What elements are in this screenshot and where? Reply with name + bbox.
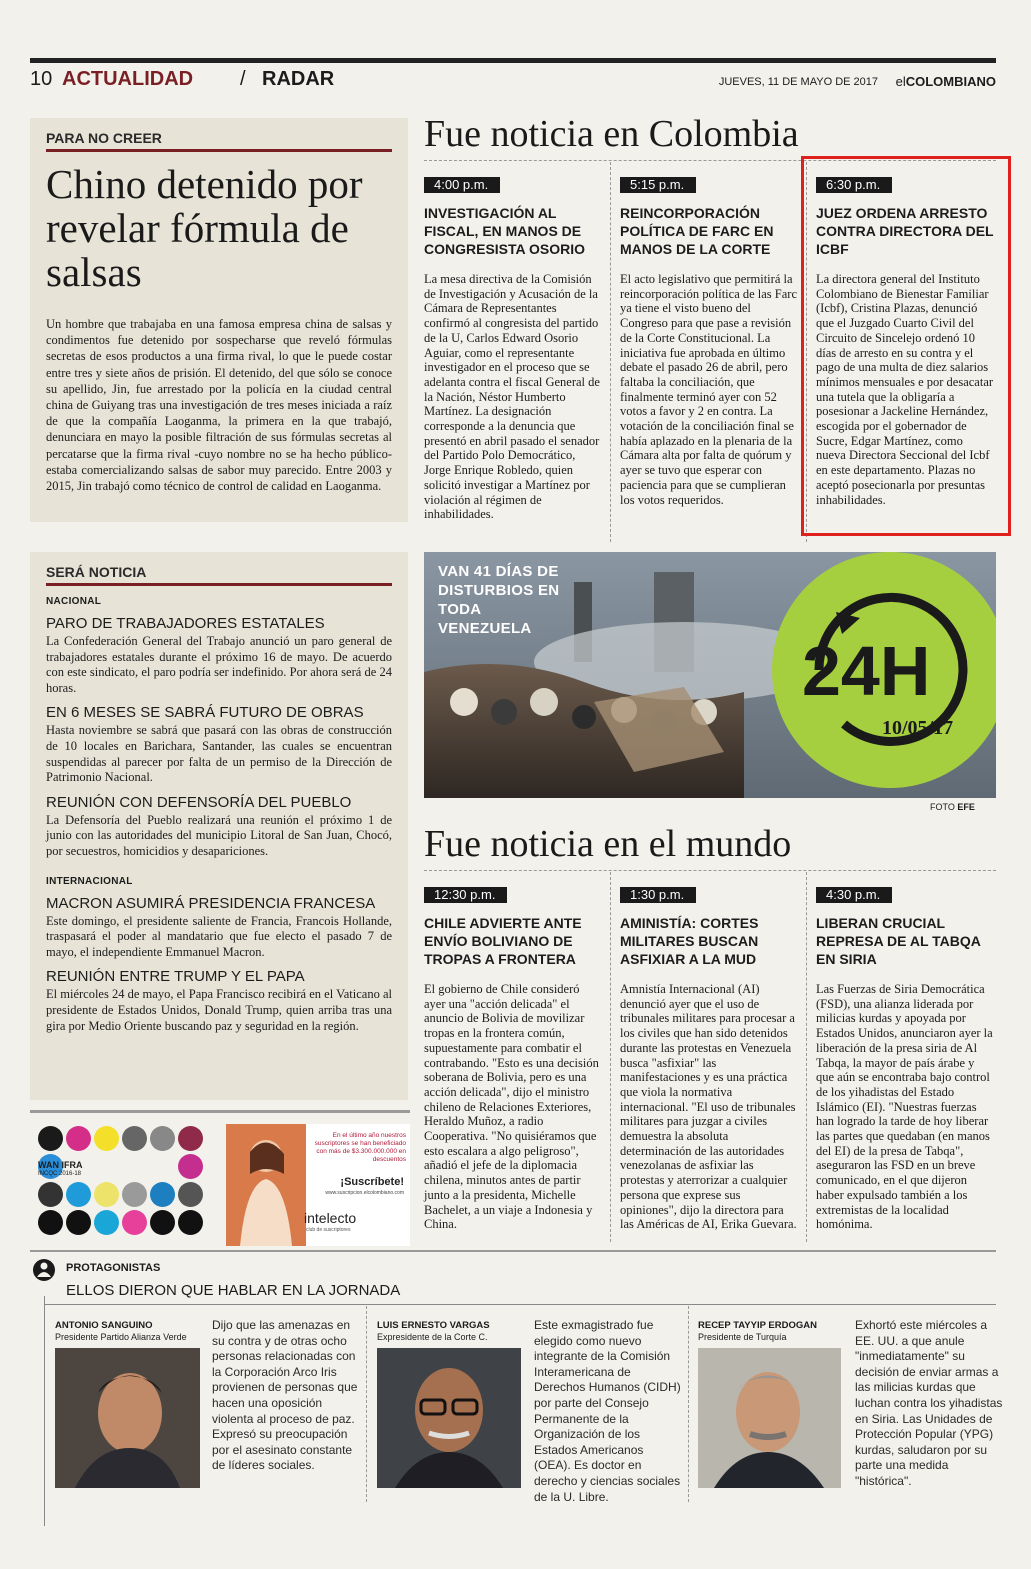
column-separator: [366, 1306, 367, 1502]
page-number: 10: [30, 68, 53, 90]
news-body: Amnistía Internacional (AI) denunció ayer que el uso de tribunales militares para procesar a los civiles que han sido detenidos durante las protestas en Venezuela busca "asfixiar" las manifestaciones y es una práctica que viola la normativa internacional. "El uso de tribunales militares para juzgar a civiles demuestra la absoluta determinación de las autoridades venezolanas de asfixiar las protestas y aterrorizar a cualquier persona que exprese sus opiniones", dijo la directora para las Américas de AI, Erika Guevara.: [620, 982, 797, 1232]
swatch: [122, 1182, 147, 1207]
newspaper-title: COLOMBIANO: [905, 74, 996, 89]
person-portrait: [55, 1348, 200, 1488]
portrait-illustration: [698, 1348, 841, 1488]
time-badge: 4:00 p.m.: [424, 177, 500, 193]
person-name: LUIS ERNESTO VARGAS: [377, 1320, 490, 1331]
sn-item-body: La Defensoría del Pueblo realizará una reunión el próximo 1 de junio con las autoridades del municipio Litoral de San Juan, Chocó, por secuestros, homicidios y desapariciones.: [46, 812, 392, 858]
swatch: [178, 1154, 203, 1179]
person-icon: [32, 1258, 56, 1282]
swatch: [66, 1210, 91, 1235]
swatch: [94, 1210, 119, 1235]
section-name: ACTUALIDAD: [62, 68, 194, 90]
news-body: La directora general del Instituto Colombiano de Bienestar Familiar (Icbf), Cristina Plazas, denunció que el Juzgado Cuarto Civil del Circuito de Sincelejo ordenó 10 días de arresto en su contra y el pago de una multa de diez salarios mínimos mensuales e por desacatar una tutela que la obligaría a posesionar a Jackeline Hernández, escogida por el gobernador de Sucre, Edgar Martínez, como nueva Directora Seccional del Icbf en este departamento. Plazas no aceptó posecionarla por presuntas inhabilidades.: [816, 272, 994, 507]
section-divider: [424, 870, 996, 871]
newspaper-name: [896, 74, 996, 89]
subsection-name: RADAR: [262, 68, 335, 90]
news-column: [620, 176, 798, 507]
ad-url: www.suscripcion.elcolombiano.com: [325, 1190, 404, 1196]
time-badge: 4:30 p.m.: [816, 887, 892, 903]
news-body: La mesa directiva de la Comisión de Investigación y Acusación de la Cámara de Representantes confirmó al congresista del partido de la U, Carlos Edward Osorio Aguiar, como el representante investigador en el proceso que se adelanta contra el fiscal General de la Nación, Néstor Humberto Martínez. La designación corresponde a la denuncia que presentó en abril pasado el senador del Partido Polo Democrático, Jorge Enrique Robledo, quien solicitó investigar a Martínez por violación al régimen de inhabilidades.: [424, 272, 600, 522]
top-rule: [30, 58, 996, 63]
time-badge: 1:30 p.m.: [620, 887, 696, 903]
person-text: Exhortó este miércoles a EE. UU. a que anule "inmediatamente" su decisión de enviar armas a las milicias kurdas que luchan contra los yihadistas en Siria. Las Unidades de Protección Popular (YPG) kurdas, saludaron por su parte una medida "histórica".: [855, 1318, 1003, 1488]
news-headline: REINCORPORACIÓN POLÍTICA DE FARC EN MANOS DE LA CORTE: [620, 205, 774, 257]
swatch: [38, 1210, 63, 1235]
swatch: [150, 1182, 175, 1207]
protagonistas-header: [30, 1258, 996, 1302]
news-body: El acto legislativo que permitirá la reincorporación política de las Farc ya tiene el visto bueno del Congreso para que pase a revisión de la Corte Constitucional. La iniciativa fue aprobada en último debate el pasado 26 de abril, pero faltaba la conciliación, que finalmente terminó ayer con 52 votos a favor y 2 en contra. La votación de la conciliación final se había aplazado en la plenaria de la Cámara alta por falta de quórum y ayer se tuvo que esperar con paciencia para que se cumplieran los votos requeridos.: [620, 272, 798, 507]
divider-rule: [30, 1110, 410, 1113]
kicker-rule: [46, 583, 392, 586]
sera-noticia-kicker: SERÁ NOTICIA: [46, 564, 147, 580]
time-badge: 5:15 p.m.: [620, 177, 696, 193]
internacional-label: INTERNACIONAL: [46, 875, 133, 887]
wan-ifra-logo: WAN IFRA: [38, 1160, 83, 1170]
swatch: [38, 1182, 63, 1207]
news-body: El gobierno de Chile consideró ayer una "acción delicada" el anuncio de Bolivia de movilizar tropas en la frontera común, supuestamente para combatir el contrabando. "Esto es una decisión soberana de Bolivia, pero es una acción delicada", dijo el ministro chileno de Relaciones Exteriores, Heraldo Muñoz, a radio Cooperativa. "No quisiéramos que esto escalara a algo peligroso", añadió el jefe de la diplomacia chilena, minutos antes de partir junto a la presidenta, Michelle Bachelet, a un viaje a Indonesia y China.: [424, 982, 599, 1232]
news-column: [424, 176, 602, 522]
portrait-illustration: [55, 1348, 200, 1488]
swatch: [178, 1126, 203, 1151]
ad-photo: [226, 1124, 306, 1246]
news-column: [620, 886, 798, 1232]
person-name: ANTONIO SANGUINO: [55, 1320, 153, 1331]
nacional-label: NACIONAL: [46, 596, 102, 607]
sn-item-title: MACRON ASUMIRÁ PRESIDENCIA FRANCESA: [46, 894, 376, 912]
sn-item-title: PARO DE TRABAJADORES ESTATALES: [46, 615, 325, 632]
wan-ifra-cert: INCQC 2016-18: [38, 1171, 82, 1177]
swatch: [94, 1126, 119, 1151]
sn-item-title: REUNIÓN ENTRE TRUMP Y EL PAPA: [46, 968, 305, 986]
sn-item-body: La Confederación General del Trabajo anunció un paro general de trabajadores estatales durante el próximo 16 de mayo. De acuerdo con este sindicato, el paro podría ser indefinido. Por ahora será de 24 horas.: [46, 634, 392, 695]
sera-noticia-box: [30, 552, 408, 1100]
sn-item-body: El miércoles 24 de mayo, el Papa Francisco recibirá en el Vaticano al presidente de Estados Unidos, Donald Trump, quien arriba tras una gira por Medio Oriente buscando paz y seguridad en la región.: [46, 987, 392, 1033]
badge-text: 24H: [802, 632, 931, 710]
badge-date: 10/05/17: [882, 717, 954, 739]
news-headline: JUEZ ORDENA ARRESTO CONTRA DIRECTORA DEL ICBF: [816, 205, 994, 257]
kicker-rule: [46, 149, 392, 152]
issue-date: JUEVES, 11 DE MAYO DE 2017: [718, 76, 878, 88]
ad-brand-sub: club de suscriptores: [306, 1227, 351, 1233]
column-separator: [610, 162, 611, 542]
para-no-creer-headline: Chino detenido por revelar fórmula de salsas: [46, 161, 363, 295]
protagonistas-title: ELLOS DIERON QUE HABLAR EN LA JORNADA: [66, 1282, 401, 1299]
page-folio: [30, 68, 996, 94]
person-portrait: [698, 1348, 841, 1488]
photo-caption: VAN 41 DÍAS DE DISTURBIOS EN TODA VENEZUELA: [438, 563, 560, 637]
protagonistas-rule: [44, 1296, 45, 1526]
time-badge: 12:30 p.m.: [424, 887, 507, 903]
swatch: [66, 1126, 91, 1151]
newspaper-prefix: el: [895, 74, 906, 89]
colombia-section-title: Fue noticia en Colombia: [424, 113, 799, 155]
swatch: [178, 1182, 203, 1207]
news-headline: INVESTIGACIÓN AL FISCAL, EN MANOS DE CONGRESISTA OSORIO: [424, 205, 586, 257]
swatch: [150, 1210, 175, 1235]
news-headline: CHILE ADVIERTE ANTE ENVÍO BOLIVIANO DE TROPAS A FRONTERA: [424, 915, 582, 967]
person-role: Expresidente de la Corte C.: [377, 1332, 488, 1342]
protagonistas-label: PROTAGONISTAS: [66, 1262, 161, 1274]
column-separator: [610, 872, 611, 1242]
sn-item-title: REUNIÓN CON DEFENSORÍA DEL PUEBLO: [46, 793, 352, 811]
column-separator: [806, 872, 807, 1242]
person-name: RECEP TAYYIP ERDOGAN: [698, 1320, 817, 1331]
person-text: Este exmagistrado fue elegido como nuevo integrante de la Comisión Interamericana de Derechos Humanos (CIDH) por parte del Consejo Permanente de la Organización de los Estados Americanos (OEA). Es doctor en derecho y ciencias sociales de la U. Libre.: [534, 1318, 681, 1504]
ad-brand: intelecto: [304, 1210, 357, 1226]
ad-text: En el último año nuestros suscriptores se han beneficiado con más de $3.300.000.000 en descuentos: [314, 1132, 406, 1163]
news-body: Las Fuerzas de Siria Democrática (FSD), una alianza liderada por milicias kurdas y apoyada por Estados Unidos, anunciaron ayer la liberación de la presa siria de Al Tabqa, la mayor de país árabe y que aún se encontraba bajo control de los yihadistas del Estado Islámico (EI). "Nuestras fuerzas han logrado la tarde de hoy liberar las partes que quedaban (en manos del EI) de la presa de Tabqa", aseguraron las FSD en un breve comunicado, en el que dijeron haber expulsado también a los extremistas de la localidad homónima.: [816, 982, 993, 1232]
highlight-box: [801, 156, 1011, 536]
credit-source: EFE: [957, 802, 975, 812]
photo-credit: [930, 802, 975, 812]
swatch: [150, 1126, 175, 1151]
news-column: [424, 886, 602, 1232]
subscribe-cta[interactable]: ¡Suscríbete!: [340, 1176, 404, 1188]
person-portrait: [377, 1348, 521, 1488]
swatch: [66, 1182, 91, 1207]
para-no-creer-body: Un hombre que trabajaba en una famosa empresa china de salsas y condimentos fue detenido por sospecharse que reveló fórmulas secretas de esos productos a una firma rival, lo que le puede costar entre tres y siete años de prisión. El detenido, del que sólo se conoce su apellido, Jin, fue arrestado por la policía en la ciudad central china de Guiyang tras una investigación de tres meses iniciada a raíz de que la compañía Laoganma, la primera en la que trabajó, denunciara en mayo la posible filtración de sus fórmulas secretas al percatarse que la firma rival -cuyo nombre no se ha hecho público- estaba comercializando salsas de sabor muy parecido. Entre 2003 y 2015, Jin trabajó como técnico de control de calidad en Laoganma.: [46, 317, 392, 494]
news-headline: AMINISTÍA: CORTES MILITARES BUSCAN ASFIXIAR A LA MUD: [620, 915, 759, 967]
news-column: [816, 886, 994, 1232]
sn-item-title: EN 6 MESES SE SABRÁ FUTURO DE OBRAS: [46, 704, 364, 722]
credit-label: FOTO: [930, 802, 955, 812]
swatch: [178, 1210, 203, 1235]
column-separator: [688, 1306, 689, 1502]
swatch: [38, 1126, 63, 1151]
sn-item-body: Este domingo, el presidente saliente de Francia, Francois Hollande, traspasará el poder al mandatario que fue electo el pasado 7 de mayo, el independiente Emmanuel Macron.: [46, 913, 392, 959]
person-role: Presidente de Turquía: [698, 1332, 787, 1342]
protest-photo: [424, 552, 996, 798]
portrait-illustration: [377, 1348, 521, 1488]
time-badge: 6:30 p.m.: [816, 177, 892, 193]
swatch: [122, 1126, 147, 1151]
sn-item-body: Hasta noviembre se sabrá que pasará con las obras de construcción de 10 locales en Barichara, Santander, las cuales se encuentran suspendidas al parecer por falta de un permiso de la Dirección de Patrimonio Nacional.: [46, 723, 392, 785]
subscription-ad[interactable]: [226, 1124, 410, 1246]
divider-rule: [30, 1250, 996, 1252]
para-no-creer-box: [30, 118, 408, 522]
person-role: Presidente Partido Alianza Verde: [55, 1332, 187, 1342]
protagonistas-rule: [44, 1304, 996, 1305]
person-text: Dijo que las amenazas en su contra y de otras ocho personas relacionadas con la Corporación Arco Iris provienen de personas que hacen una oposición violenta al proceso de paz. Expresó su preocupación por el asesinato constante de líderes sociales.: [212, 1318, 358, 1473]
color-calibration-swatches: [30, 1118, 210, 1248]
news-headline: LIBERAN CRUCIAL REPRESA DE AL TABQA EN SIRIA: [816, 915, 981, 967]
mundo-section-title: Fue noticia en el mundo: [424, 823, 792, 865]
swatch: [94, 1182, 119, 1207]
folio-separator: /: [240, 68, 246, 90]
swatch: [122, 1210, 147, 1235]
para-no-creer-kicker: PARA NO CREER: [46, 130, 162, 146]
